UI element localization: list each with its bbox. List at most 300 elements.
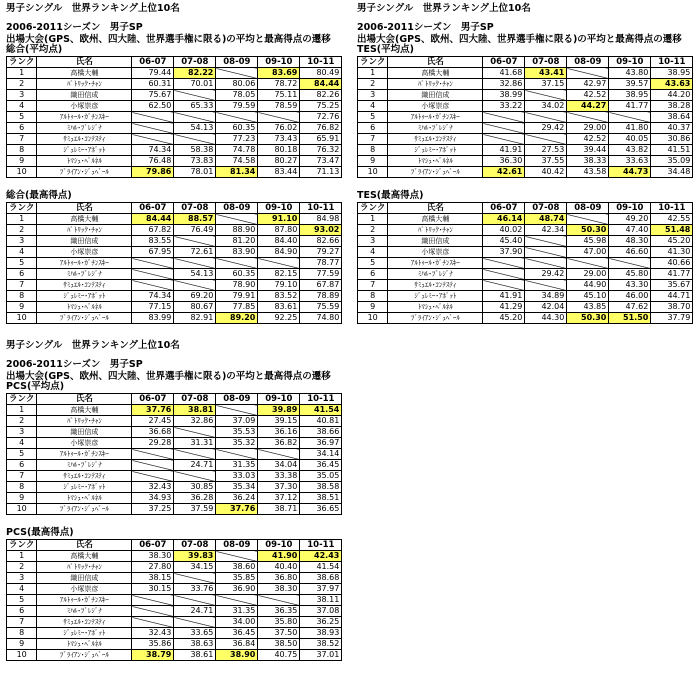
score-cell: 38.52 (300, 639, 342, 650)
column-header: 06-07 (132, 394, 174, 405)
table-row (358, 167, 693, 178)
score-cell-empty (483, 258, 525, 269)
score-cell: 43.58 (567, 167, 609, 178)
skater-name: ﾄﾏｼｭ･ﾍﾞﾙﾈﾙ (37, 639, 132, 650)
score-cell-best: 37.76 (216, 504, 258, 515)
score-cell: 42.52 (567, 90, 609, 101)
table-row (358, 145, 693, 156)
column-header: 09-10 (609, 203, 651, 214)
score-cell-empty (216, 112, 258, 123)
score-cell-empty (216, 68, 258, 79)
column-header: 07-08 (525, 57, 567, 68)
column-header: 07-08 (174, 57, 216, 68)
score-cell-empty (132, 134, 174, 145)
rank-cell: 1 (358, 68, 388, 79)
score-cell: 78.90 (216, 280, 258, 291)
score-cell: 77.85 (216, 302, 258, 313)
table-row (7, 225, 342, 236)
score-cell: 35.53 (216, 427, 258, 438)
table-row (358, 313, 693, 324)
table-row (358, 258, 693, 269)
rank-cell: 3 (358, 90, 388, 101)
score-cell-empty (174, 573, 216, 584)
score-cell: 47.00 (567, 247, 609, 258)
score-cell: 37.01 (300, 650, 342, 661)
score-cell: 38.61 (174, 650, 216, 661)
skater-name: ｻﾐｭｴﾙ･ｺﾝﾃｽﾃｨ (388, 134, 483, 145)
score-cell: 33.65 (174, 628, 216, 639)
rank-cell: 6 (7, 606, 37, 617)
rank-cell: 5 (7, 595, 37, 606)
score-cell: 42.34 (525, 225, 567, 236)
skater-name: 織田信成 (37, 236, 132, 247)
score-cell: 82.66 (300, 236, 342, 247)
table-title: PCS(最高得点) (6, 527, 74, 538)
score-cell: 38.93 (300, 628, 342, 639)
score-cell: 78.77 (300, 258, 342, 269)
score-cell: 38.70 (651, 302, 693, 313)
score-table (357, 56, 693, 178)
skater-name: ｼﾞｪﾚﾐｰ･ｱﾎﾞｯﾄ (37, 291, 132, 302)
rank-cell: 6 (7, 123, 37, 134)
score-cell: 42.97 (567, 79, 609, 90)
skater-name: ｼﾞｪﾚﾐｰ･ｱﾎﾞｯﾄ (388, 145, 483, 156)
rank-cell: 2 (7, 225, 37, 236)
score-cell: 67.95 (132, 247, 174, 258)
skater-name: ｼﾞｪﾚﾐｰ･ｱﾎﾞｯﾄ (37, 482, 132, 493)
column-header: 06-07 (483, 203, 525, 214)
skater-name: ｼﾞｪﾚﾐｰ･ｱﾎﾞｯﾄ (37, 628, 132, 639)
score-cell-empty (609, 112, 651, 123)
score-cell: 74.80 (300, 313, 342, 324)
table-row (7, 471, 342, 482)
table-block-total-max (6, 190, 342, 324)
score-cell: 47.40 (609, 225, 651, 236)
rank-cell: 8 (358, 145, 388, 156)
score-cell-empty (174, 471, 216, 482)
score-cell: 42.04 (525, 302, 567, 313)
score-cell: 79.27 (300, 247, 342, 258)
score-cell: 40.40 (258, 562, 300, 573)
score-cell: 83.99 (132, 313, 174, 324)
score-cell: 41.91 (483, 291, 525, 302)
column-header: 07-08 (525, 203, 567, 214)
score-cell: 76.82 (300, 123, 342, 134)
score-cell: 41.68 (483, 68, 525, 79)
score-cell: 84.98 (300, 214, 342, 225)
column-header: 10-11 (300, 203, 342, 214)
score-cell-empty (174, 258, 216, 269)
table-row (7, 68, 342, 79)
score-cell: 27.53 (525, 145, 567, 156)
score-cell-empty (174, 280, 216, 291)
rank-cell: 4 (358, 101, 388, 112)
score-cell-best: 41.54 (300, 405, 342, 416)
score-cell: 78.05 (216, 90, 258, 101)
score-cell: 38.28 (651, 101, 693, 112)
rank-cell: 5 (358, 258, 388, 269)
column-header: 06-07 (483, 57, 525, 68)
table-row (7, 280, 342, 291)
skater-name: ｱﾙﾄｩｰﾙ･ｶﾞﾁﾝｽｷｰ (388, 258, 483, 269)
score-cell: 67.87 (300, 280, 342, 291)
score-cell: 67.82 (132, 225, 174, 236)
score-cell: 36.82 (258, 438, 300, 449)
skater-name: ﾌﾞﾗｲｱﾝ･ｼﾞｭﾍﾞｰﾙ (37, 650, 132, 661)
table-row (7, 606, 342, 617)
score-cell: 54.13 (174, 123, 216, 134)
rank-cell: 6 (358, 269, 388, 280)
score-cell: 29.00 (567, 269, 609, 280)
score-cell: 74.34 (132, 145, 174, 156)
skater-name: ﾄﾏｼｭ･ﾍﾞﾙﾈﾙ (37, 493, 132, 504)
header-row (7, 203, 342, 214)
score-cell: 34.15 (174, 562, 216, 573)
score-cell: 38.11 (300, 595, 342, 606)
score-cell: 35.67 (651, 280, 693, 291)
score-cell: 58.38 (174, 145, 216, 156)
skater-name: ﾄﾏｼｭ･ﾍﾞﾙﾈﾙ (37, 156, 132, 167)
skater-name: ﾊﾟﾄﾘｯｸ･ﾁｬﾝ (388, 79, 483, 90)
score-cell-best: 41.90 (258, 551, 300, 562)
table-row (358, 101, 693, 112)
score-cell: 36.45 (216, 628, 258, 639)
table-row (358, 247, 693, 258)
table-row (358, 302, 693, 313)
score-cell-empty (174, 427, 216, 438)
rank-cell: 3 (7, 573, 37, 584)
score-cell: 38.66 (300, 427, 342, 438)
score-cell: 75.59 (300, 302, 342, 313)
rank-cell: 2 (7, 562, 37, 573)
header-row (7, 540, 342, 551)
skater-name: 小塚崇彦 (388, 247, 483, 258)
score-cell: 38.15 (132, 573, 174, 584)
table-row (7, 291, 342, 302)
score-cell: 36.45 (300, 460, 342, 471)
table-row (358, 269, 693, 280)
score-cell: 71.13 (300, 167, 342, 178)
score-cell: 38.99 (483, 90, 525, 101)
score-cell-empty (174, 90, 216, 101)
score-cell-empty (258, 449, 300, 460)
column-header: 10-11 (651, 57, 693, 68)
score-cell-empty (174, 236, 216, 247)
score-cell: 37.97 (300, 584, 342, 595)
score-cell-empty (132, 606, 174, 617)
score-cell: 79.91 (216, 291, 258, 302)
score-cell: 37.50 (258, 628, 300, 639)
score-cell: 87.80 (258, 225, 300, 236)
score-cell: 76.02 (258, 123, 300, 134)
score-cell: 83.55 (132, 236, 174, 247)
table-title: 総合(最高得点) (6, 190, 72, 201)
score-cell: 24.71 (174, 460, 216, 471)
score-cell: 40.02 (483, 225, 525, 236)
score-cell: 54.13 (174, 269, 216, 280)
skater-name: 小塚崇彦 (37, 584, 132, 595)
skater-name: ｼﾞｪﾚﾐｰ･ｱﾎﾞｯﾄ (37, 145, 132, 156)
rank-cell: 1 (7, 214, 37, 225)
score-cell-best: 37.76 (132, 405, 174, 416)
score-cell: 37.08 (300, 606, 342, 617)
score-cell: 36.24 (216, 493, 258, 504)
skater-name: ﾊﾟﾄﾘｯｸ･ﾁｬﾝ (37, 79, 132, 90)
score-cell: 35.80 (258, 617, 300, 628)
column-header: 07-08 (174, 203, 216, 214)
score-cell-best: 44.27 (567, 101, 609, 112)
skater-name: 高橋大輔 (37, 405, 132, 416)
skater-name: ﾊﾟﾄﾘｯｸ･ﾁｬﾝ (37, 562, 132, 573)
score-cell: 76.32 (300, 145, 342, 156)
score-cell: 36.80 (258, 573, 300, 584)
score-cell: 78.59 (258, 101, 300, 112)
score-cell: 37.79 (651, 313, 693, 324)
table-row (7, 449, 342, 460)
score-cell: 80.06 (216, 79, 258, 90)
table-row (7, 405, 342, 416)
score-cell: 40.05 (609, 134, 651, 145)
score-cell: 33.38 (258, 471, 300, 482)
score-cell: 37.25 (132, 504, 174, 515)
skater-name: ｻﾐｭｴﾙ･ｺﾝﾃｽﾃｨ (37, 617, 132, 628)
score-cell: 78.01 (174, 167, 216, 178)
score-cell: 80.18 (258, 145, 300, 156)
score-cell: 39.44 (567, 145, 609, 156)
column-header: 06-07 (132, 203, 174, 214)
skater-name: 小塚崇彦 (37, 438, 132, 449)
score-cell: 34.48 (651, 167, 693, 178)
score-cell-best: 42.61 (483, 167, 525, 178)
score-cell: 41.80 (609, 123, 651, 134)
score-cell: 80.27 (258, 156, 300, 167)
rank-cell: 8 (7, 482, 37, 493)
skater-name: ﾐﾊﾙ･ﾌﾞﾚｼﾞﾅ (37, 269, 132, 280)
score-table (357, 202, 693, 324)
column-header: 10-11 (300, 394, 342, 405)
rank-cell: 5 (7, 258, 37, 269)
column-header: 08-09 (216, 394, 258, 405)
score-cell: 35.34 (216, 482, 258, 493)
rank-cell: 5 (358, 112, 388, 123)
score-cell: 79.10 (258, 280, 300, 291)
column-header: 06-07 (132, 57, 174, 68)
rank-cell: 4 (358, 247, 388, 258)
table-row (7, 504, 342, 515)
column-header: 10-11 (300, 57, 342, 68)
score-cell: 82.91 (174, 313, 216, 324)
score-cell: 83.90 (216, 247, 258, 258)
skater-name: ｱﾙﾄｩｰﾙ･ｶﾞﾁﾝｽｷｰ (388, 112, 483, 123)
table-row (7, 584, 342, 595)
table-row (7, 628, 342, 639)
score-cell-empty (174, 134, 216, 145)
table-row (7, 247, 342, 258)
column-header: ランク (7, 57, 37, 68)
skater-name: ｻﾐｭｴﾙ･ｺﾝﾃｽﾃｨ (37, 471, 132, 482)
score-cell: 44.71 (651, 291, 693, 302)
score-cell: 73.83 (174, 156, 216, 167)
skater-name: 織田信成 (37, 90, 132, 101)
score-cell-empty (525, 90, 567, 101)
score-cell-empty (483, 269, 525, 280)
column-header: 07-08 (174, 540, 216, 551)
column-header: 09-10 (258, 540, 300, 551)
rank-cell: 1 (7, 551, 37, 562)
rank-cell: 6 (7, 460, 37, 471)
score-cell: 80.67 (174, 302, 216, 313)
table-row (7, 79, 342, 90)
score-cell: 38.51 (300, 493, 342, 504)
skater-name: ﾄﾏｼｭ･ﾍﾞﾙﾈﾙ (388, 156, 483, 167)
column-header: 氏名 (37, 57, 132, 68)
right-header (357, 3, 682, 46)
rank-cell: 3 (358, 236, 388, 247)
score-cell-best: 93.02 (300, 225, 342, 236)
score-cell: 92.25 (258, 313, 300, 324)
rank-cell: 2 (7, 416, 37, 427)
score-cell: 29.00 (567, 123, 609, 134)
score-table (6, 539, 342, 661)
column-header: 08-09 (216, 203, 258, 214)
column-header: 09-10 (258, 394, 300, 405)
score-cell-empty (216, 551, 258, 562)
score-cell-best: 43.63 (651, 79, 693, 90)
score-cell: 34.02 (525, 101, 567, 112)
score-cell: 42.55 (651, 214, 693, 225)
score-cell: 32.43 (132, 482, 174, 493)
table-row (358, 90, 693, 101)
rank-cell: 7 (7, 134, 37, 145)
score-cell: 83.44 (258, 167, 300, 178)
skater-name: ﾌﾞﾗｲｱﾝ･ｼﾞｭﾍﾞｰﾙ (37, 504, 132, 515)
page-title: 男子シングル 世界ランキング上位10名 (6, 3, 180, 14)
score-cell-empty (567, 112, 609, 123)
skater-name: ﾌﾞﾗｲｱﾝ･ｼﾞｭﾍﾞｰﾙ (388, 313, 483, 324)
score-cell-empty (609, 258, 651, 269)
column-header: ランク (358, 203, 388, 214)
score-cell: 73.47 (300, 156, 342, 167)
score-cell: 40.66 (651, 258, 693, 269)
score-cell-best: 50.30 (567, 225, 609, 236)
score-cell-best: 39.83 (174, 551, 216, 562)
score-cell-empty (258, 112, 300, 123)
table-row (7, 617, 342, 628)
column-header: ランク (7, 203, 37, 214)
score-cell-best: 84.44 (300, 79, 342, 90)
score-cell: 46.00 (609, 291, 651, 302)
skater-name: ﾐﾊﾙ･ﾌﾞﾚｼﾞﾅ (37, 123, 132, 134)
score-cell: 35.85 (216, 573, 258, 584)
table-row (7, 427, 342, 438)
table-title: TES(最高得点) (357, 190, 424, 201)
table-block-total-avg (6, 44, 342, 178)
score-cell: 30.15 (132, 584, 174, 595)
score-cell: 47.62 (609, 302, 651, 313)
score-cell-empty (132, 280, 174, 291)
table-row (358, 123, 693, 134)
score-cell-empty (483, 280, 525, 291)
rank-cell: 8 (358, 291, 388, 302)
column-header: 08-09 (216, 540, 258, 551)
table-row (358, 79, 693, 90)
score-cell: 75.11 (258, 90, 300, 101)
score-cell: 38.58 (300, 482, 342, 493)
header-row (358, 57, 693, 68)
score-cell-empty (132, 269, 174, 280)
score-cell: 31.31 (174, 438, 216, 449)
score-cell: 75.25 (300, 101, 342, 112)
table-row (7, 258, 342, 269)
score-cell: 32.86 (483, 79, 525, 90)
score-cell: 34.89 (525, 291, 567, 302)
score-cell: 36.84 (216, 639, 258, 650)
table-row (7, 460, 342, 471)
table-row (7, 493, 342, 504)
score-cell: 74.78 (216, 145, 258, 156)
column-header: 氏名 (388, 203, 483, 214)
score-cell: 45.10 (567, 291, 609, 302)
score-cell: 38.30 (258, 584, 300, 595)
score-cell: 38.71 (258, 504, 300, 515)
rank-cell: 5 (7, 112, 37, 123)
score-cell: 45.98 (567, 236, 609, 247)
score-cell-empty (174, 617, 216, 628)
score-cell: 38.95 (609, 90, 651, 101)
score-table (6, 393, 342, 515)
table-block-tes-avg (357, 44, 693, 178)
column-header: 10-11 (300, 540, 342, 551)
score-cell: 30.86 (651, 134, 693, 145)
table-row (7, 650, 342, 661)
subtitle-bottom: 出場大会(GPS、欧州、四大陸、世界選手権に限る)の平均と最高得点の遷移 (6, 371, 331, 382)
score-cell: 65.33 (174, 101, 216, 112)
rank-cell: 8 (7, 291, 37, 302)
skater-name: ﾐﾊﾙ･ﾌﾞﾚｼﾞﾅ (37, 606, 132, 617)
skater-name: ｻﾐｭｴﾙ･ｺﾝﾃｽﾃｨ (37, 280, 132, 291)
table-row (7, 313, 342, 324)
table-row (7, 90, 342, 101)
score-cell-empty (483, 134, 525, 145)
table-row (7, 112, 342, 123)
score-cell: 60.35 (216, 123, 258, 134)
score-cell: 41.29 (483, 302, 525, 313)
score-cell-best: 46.14 (483, 214, 525, 225)
skater-name: 高橋大輔 (37, 214, 132, 225)
column-header: ランク (7, 394, 37, 405)
rank-cell: 3 (7, 236, 37, 247)
skater-name: ｻﾐｭｴﾙ･ｺﾝﾃｽﾃｨ (37, 134, 132, 145)
score-cell: 88.90 (216, 225, 258, 236)
score-cell-best: 51.50 (609, 313, 651, 324)
score-cell-best: 38.81 (174, 405, 216, 416)
score-cell-empty (132, 112, 174, 123)
rank-cell: 3 (7, 90, 37, 101)
score-cell-empty (216, 214, 258, 225)
table-row (7, 562, 342, 573)
sp-title: 2006-2011シーズン 男子SP (6, 22, 143, 33)
score-cell-empty (258, 258, 300, 269)
score-cell: 35.09 (651, 156, 693, 167)
score-cell: 65.91 (300, 134, 342, 145)
rank-cell: 7 (7, 471, 37, 482)
score-cell: 41.91 (483, 145, 525, 156)
score-cell: 38.33 (567, 156, 609, 167)
score-cell-best: 50.30 (567, 313, 609, 324)
score-cell: 77.23 (216, 134, 258, 145)
score-cell-best: 43.41 (525, 68, 567, 79)
rank-cell: 9 (7, 639, 37, 650)
